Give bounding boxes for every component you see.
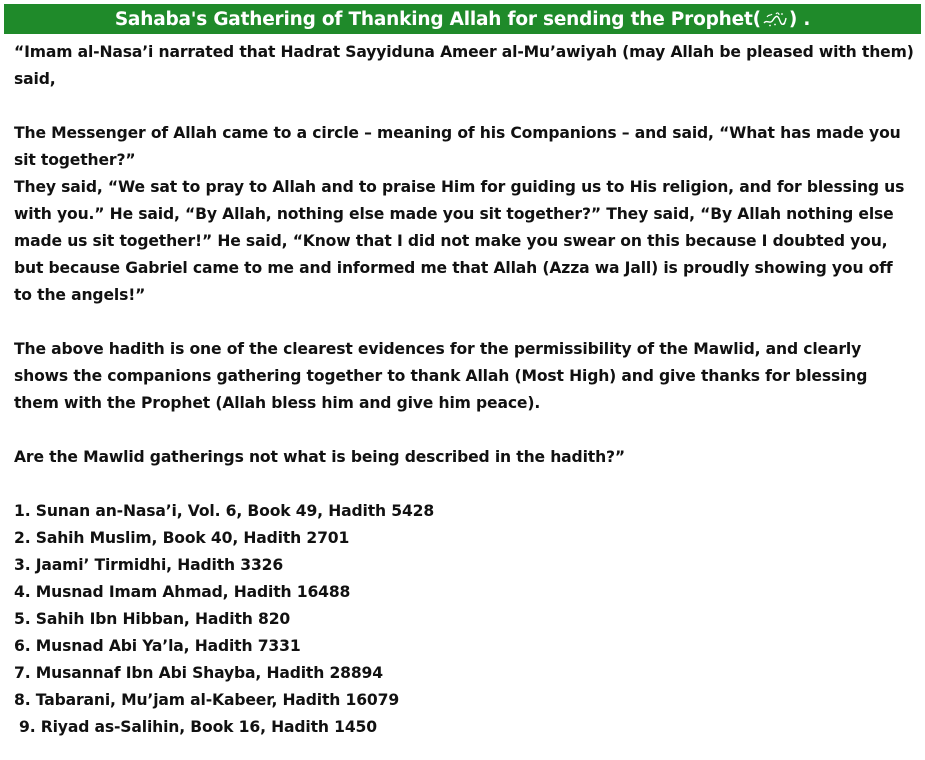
reference-item: 9. Riyad as-Salihin, Book 16, Hadith 1450: [19, 718, 377, 736]
salawat-calligraphy-icon: [762, 10, 788, 28]
paragraph-spacer: [14, 93, 914, 120]
paragraph-spacer: [14, 309, 914, 336]
commentary-paragraph: The above hadith is one of the clearest evidences for the permissibility of the Mawlid, and clearly shows the companions gathering together to thank Allah (Most High) and give thanks for blessing them with the Prophet (Allah bless him and give him peace).: [14, 340, 868, 412]
reference-item: 4. Musnad Imam Ahmad, Hadith 16488: [14, 583, 351, 601]
reference-list: [14, 498, 914, 741]
intro-paragraph: “Imam al-Nasa’i narrated that Hadrat Sayyiduna Ameer al-Mu’awiyah (may Allah be pleased with them) said,: [14, 43, 914, 88]
paragraph-spacer: [14, 471, 914, 498]
reference-item: 5. Sahih Ibn Hibban, Hadith 820: [14, 610, 291, 628]
page-title-start: Sahaba's Gathering of Thanking Allah for sending the Prophet(: [114, 8, 761, 30]
hadith-dialogue-paragraph: They said, “We sat to pray to Allah and to praise Him for guiding us to His religion, and for blessing us with you.” He said, “By Allah, nothing else made you sit together?” They said, “By Allah nothing else made us sit together!” He said, “Know that I did not make you swear on this because I doubted you, but because Gabriel came to me and informed me that Allah (Azza wa Jall) is proudly showing you off to the angels!”: [14, 178, 905, 304]
reference-item: 8. Tabarani, Mu’jam al-Kabeer, Hadith 16079: [14, 691, 400, 709]
title-banner: [4, 4, 921, 34]
reference-item: 7. Musannaf Ibn Abi Shayba, Hadith 28894: [14, 664, 383, 682]
hadith-opening-paragraph: The Messenger of Allah came to a circle – meaning of his Companions – and said, “What has made you sit together?”: [14, 124, 901, 169]
reference-item: 6. Musnad Abi Ya’la, Hadith 7331: [14, 637, 301, 655]
reference-item: 2. Sahih Muslim, Book 40, Hadith 2701: [14, 529, 350, 547]
reference-item: 3. Jaami’ Tirmidhi, Hadith 3326: [14, 556, 284, 574]
page-title-end: ) .: [788, 8, 811, 30]
question-paragraph: Are the Mawlid gatherings not what is being described in the hadith?”: [14, 448, 626, 466]
document-body: [14, 39, 914, 741]
paragraph-spacer: [14, 417, 914, 444]
reference-item: 1. Sunan an-Nasa’i, Vol. 6, Book 49, Hadith 5428: [14, 502, 435, 520]
